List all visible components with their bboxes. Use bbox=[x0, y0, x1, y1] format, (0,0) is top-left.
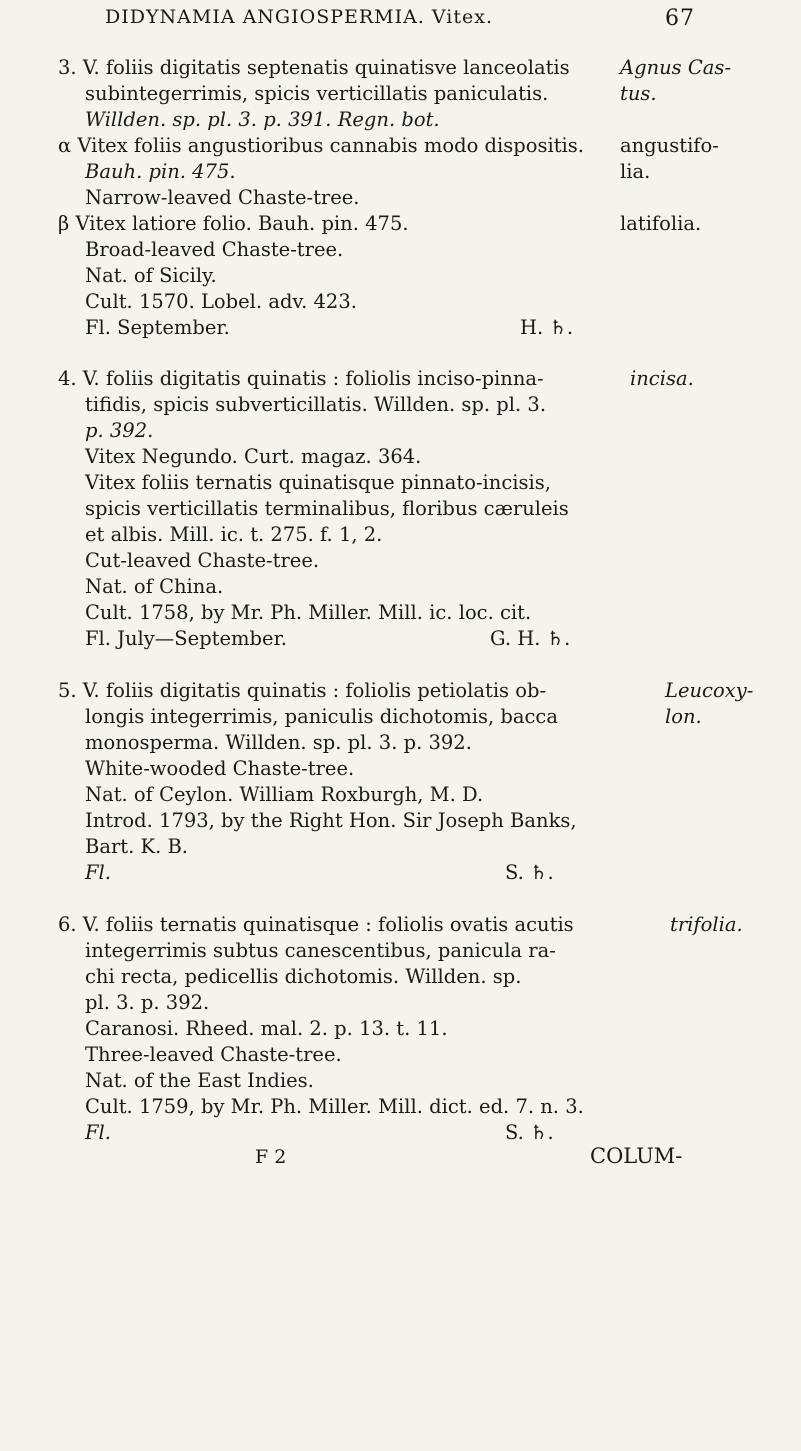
marginal-name: trifolia. bbox=[670, 913, 743, 936]
running-head: DIDYNAMIA ANGIOSPERMIA. Vitex. bbox=[105, 6, 494, 28]
entry-line: Introd. 1793, by the Right Hon. Sir Joseph Banks, bbox=[85, 809, 577, 832]
entry-line: Bart. K. B. bbox=[85, 835, 189, 858]
entry-line: longis integerrimis, paniculis dichotomis, bacca bbox=[85, 705, 558, 728]
entry-line: tifidis, spicis subverticillatis. Willden. sp. pl. 3. bbox=[85, 393, 547, 416]
entry-line: monosperma. Willden. sp. pl. 3. p. 392. bbox=[85, 731, 472, 754]
entry-line: Fl. bbox=[85, 861, 111, 884]
marginal-name: lia. bbox=[620, 160, 651, 183]
entry-line: Bauh. pin. 475. bbox=[85, 160, 236, 183]
page-header bbox=[105, 6, 695, 36]
entry-line: Narrow-leaved Chaste-tree. bbox=[85, 186, 360, 209]
entry-line: 6. V. foliis ternatis quinatisque : foliolis ovatis acutis bbox=[58, 913, 574, 936]
entry-line: Three-leaved Chaste-tree. bbox=[85, 1043, 342, 1066]
entry-line: β Vitex latiore folio. Bauh. pin. 475. bbox=[58, 212, 409, 235]
marginal-name: Leucoxy- bbox=[665, 679, 754, 702]
entry-line: Fl. July—September. bbox=[85, 627, 287, 650]
entry-line: α Vitex foliis angustioribus cannabis modo dispositis. bbox=[58, 134, 584, 157]
entry-line: Vitex Negundo. Curt. magaz. 364. bbox=[85, 445, 422, 468]
marginal-name: latifolia. bbox=[620, 212, 702, 235]
page-number: 67 bbox=[665, 6, 695, 31]
entry-line: Nat. of Ceylon. William Roxburgh, M. D. bbox=[85, 783, 484, 806]
habitat-symbol: S. ♄. bbox=[505, 1121, 554, 1144]
entry-line: Nat. of the East Indies. bbox=[85, 1069, 314, 1092]
marginal-name: tus. bbox=[620, 82, 657, 105]
entry-line: Nat. of China. bbox=[85, 575, 224, 598]
marginal-name: angustifo- bbox=[620, 134, 719, 157]
entry-line: et albis. Mill. ic. t. 275. f. 1, 2. bbox=[85, 523, 383, 546]
entry-line: chi recta, pedicellis dichotomis. Willden. sp. bbox=[85, 965, 522, 988]
entry-line: 5. V. foliis digitatis quinatis : foliolis petiolatis ob- bbox=[58, 679, 547, 702]
marginal-name: lon. bbox=[665, 705, 702, 728]
entry-line: Cut-leaved Chaste-tree. bbox=[85, 549, 320, 572]
entry-line: Vitex foliis ternatis quinatisque pinnato-incisis, bbox=[85, 471, 551, 494]
entry-line: Cult. 1570. Lobel. adv. 423. bbox=[85, 290, 357, 313]
entry-line: spicis verticillatis terminalibus, floribus cæruleis bbox=[85, 497, 569, 520]
catchword: COLUM- bbox=[590, 1144, 683, 1168]
entry-line: pl. 3. p. 392. bbox=[85, 991, 210, 1014]
entry-line: White-wooded Chaste-tree. bbox=[85, 757, 355, 780]
entry-line: subintegerrimis, spicis verticillatis paniculatis. bbox=[85, 82, 549, 105]
signature-mark: F 2 bbox=[255, 1146, 287, 1168]
entry-line: integerrimis subtus canescentibus, panicula ra- bbox=[85, 939, 556, 962]
entry-line: Fl. bbox=[85, 1121, 111, 1144]
entry-line: 3. V. foliis digitatis septenatis quinatisve lanceolatis bbox=[58, 56, 570, 79]
habitat-symbol: S. ♄. bbox=[505, 861, 554, 884]
entry-line: Cult. 1758, by Mr. Ph. Miller. Mill. ic. loc. cit. bbox=[85, 601, 532, 624]
entry-line: p. 392. bbox=[85, 419, 154, 442]
entry-line: Nat. of Sicily. bbox=[85, 264, 217, 287]
entry-line: 4. V. foliis digitatis quinatis : foliolis inciso-pinna- bbox=[58, 367, 544, 390]
marginal-name: Agnus Cas- bbox=[620, 56, 732, 79]
habitat-symbol: G. H. ♄. bbox=[490, 627, 571, 650]
entry-line: Cult. 1759, by Mr. Ph. Miller. Mill. dict. ed. 7. n. 3. bbox=[85, 1095, 584, 1118]
marginal-name: incisa. bbox=[630, 367, 694, 390]
entry-line: Broad-leaved Chaste-tree. bbox=[85, 238, 344, 261]
habitat-symbol: H. ♄. bbox=[520, 316, 574, 339]
entry-line: Willden. sp. pl. 3. p. 391. Regn. bot. bbox=[85, 108, 440, 131]
entry-line: Caranosi. Rheed. mal. 2. p. 13. t. 11. bbox=[85, 1017, 448, 1040]
entry-line: Fl. September. bbox=[85, 316, 230, 339]
